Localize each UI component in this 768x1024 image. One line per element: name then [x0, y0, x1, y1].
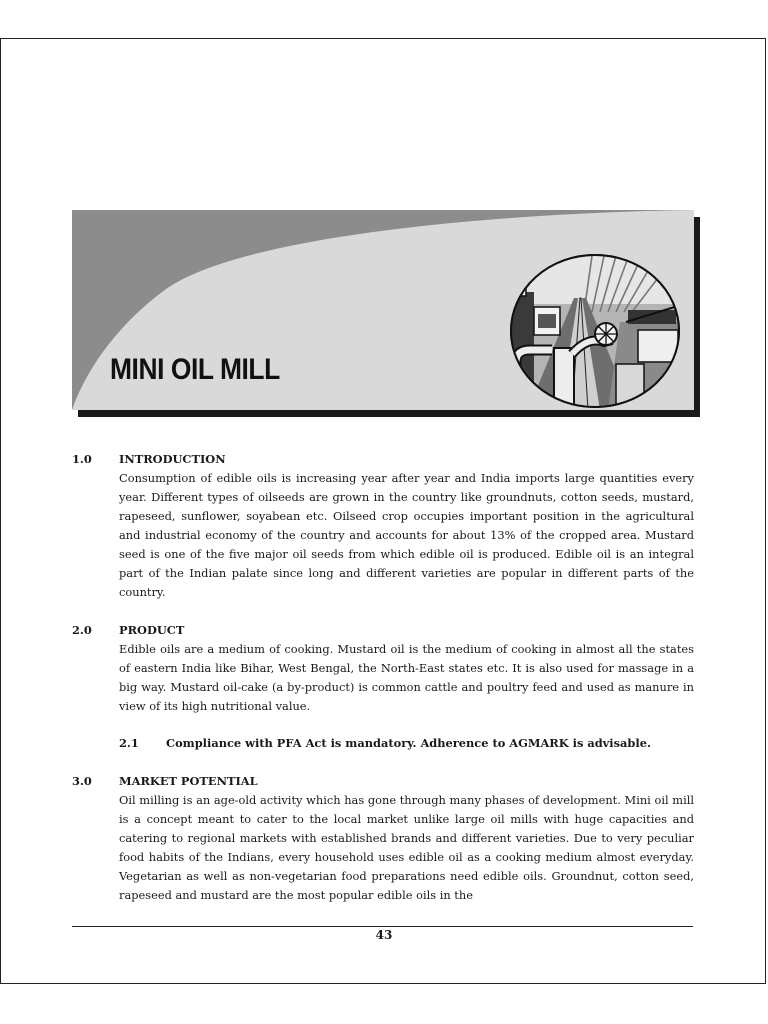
section-number: 1.0 — [72, 452, 92, 466]
section-body: Oil milling is an age-old activity which has gone through many phases of development. Mini oil mill is a concept meant to cater to the local market unlike large oil mills with huge capacities and catering to regional markets with established brands and different varieties. Due to very peculiar food habits of the Indians, every household uses edible oil as a cooking medium almost everyday. Vegetarian as well as non-vegetarian food preparations need edible oils. Groundnut, cotton seed, rapeseed and mustard are the most popular edible oils in the — [119, 793, 694, 902]
footer-divider — [72, 926, 693, 927]
section-number: 3.0 — [72, 774, 92, 788]
page-number: 43 — [375, 928, 393, 942]
section-title: INTRODUCTION — [119, 452, 226, 466]
chapter-title: MINI OIL MILL — [110, 353, 280, 386]
subsection-text: Compliance with PFA Act is mandatory. Adherence to AGMARK is advisable. — [166, 736, 651, 750]
section-body: Consumption of edible oils is increasing year after year and India imports large quantities every year. Different types of oilseeds are grown in the country like groundnuts, cotton seeds, mustard, rapeseed, sunflower, soyabean etc. Oilseed crop occupies important position in the agricultural and industrial economy of the country and accounts for about 13% of the cropped area. Mustard seed is one of the five major oil seeds from which edible oil is produced. Edible oil is an integral part of the Indian palate since long and different varieties are popular in different parts of the country. — [119, 471, 694, 599]
oil-mill-machinery-illustration — [508, 252, 682, 410]
section-body: Edible oils are a medium of cooking. Mustard oil is the medium of cooking in almost all the states of eastern India like Bihar, West Bengal, the North-East states etc. It is also used for massage in a big way. Mustard oil-cake (a by-product) is common cattle and poultry feed and used as manure in view of its high nutritional value. — [119, 642, 694, 713]
section-title: PRODUCT — [119, 623, 185, 637]
section-number: 2.0 — [72, 623, 92, 637]
subsection-number: 2.1 — [119, 736, 139, 750]
chapter-banner — [72, 210, 694, 417]
section-title: MARKET POTENTIAL — [119, 774, 258, 788]
